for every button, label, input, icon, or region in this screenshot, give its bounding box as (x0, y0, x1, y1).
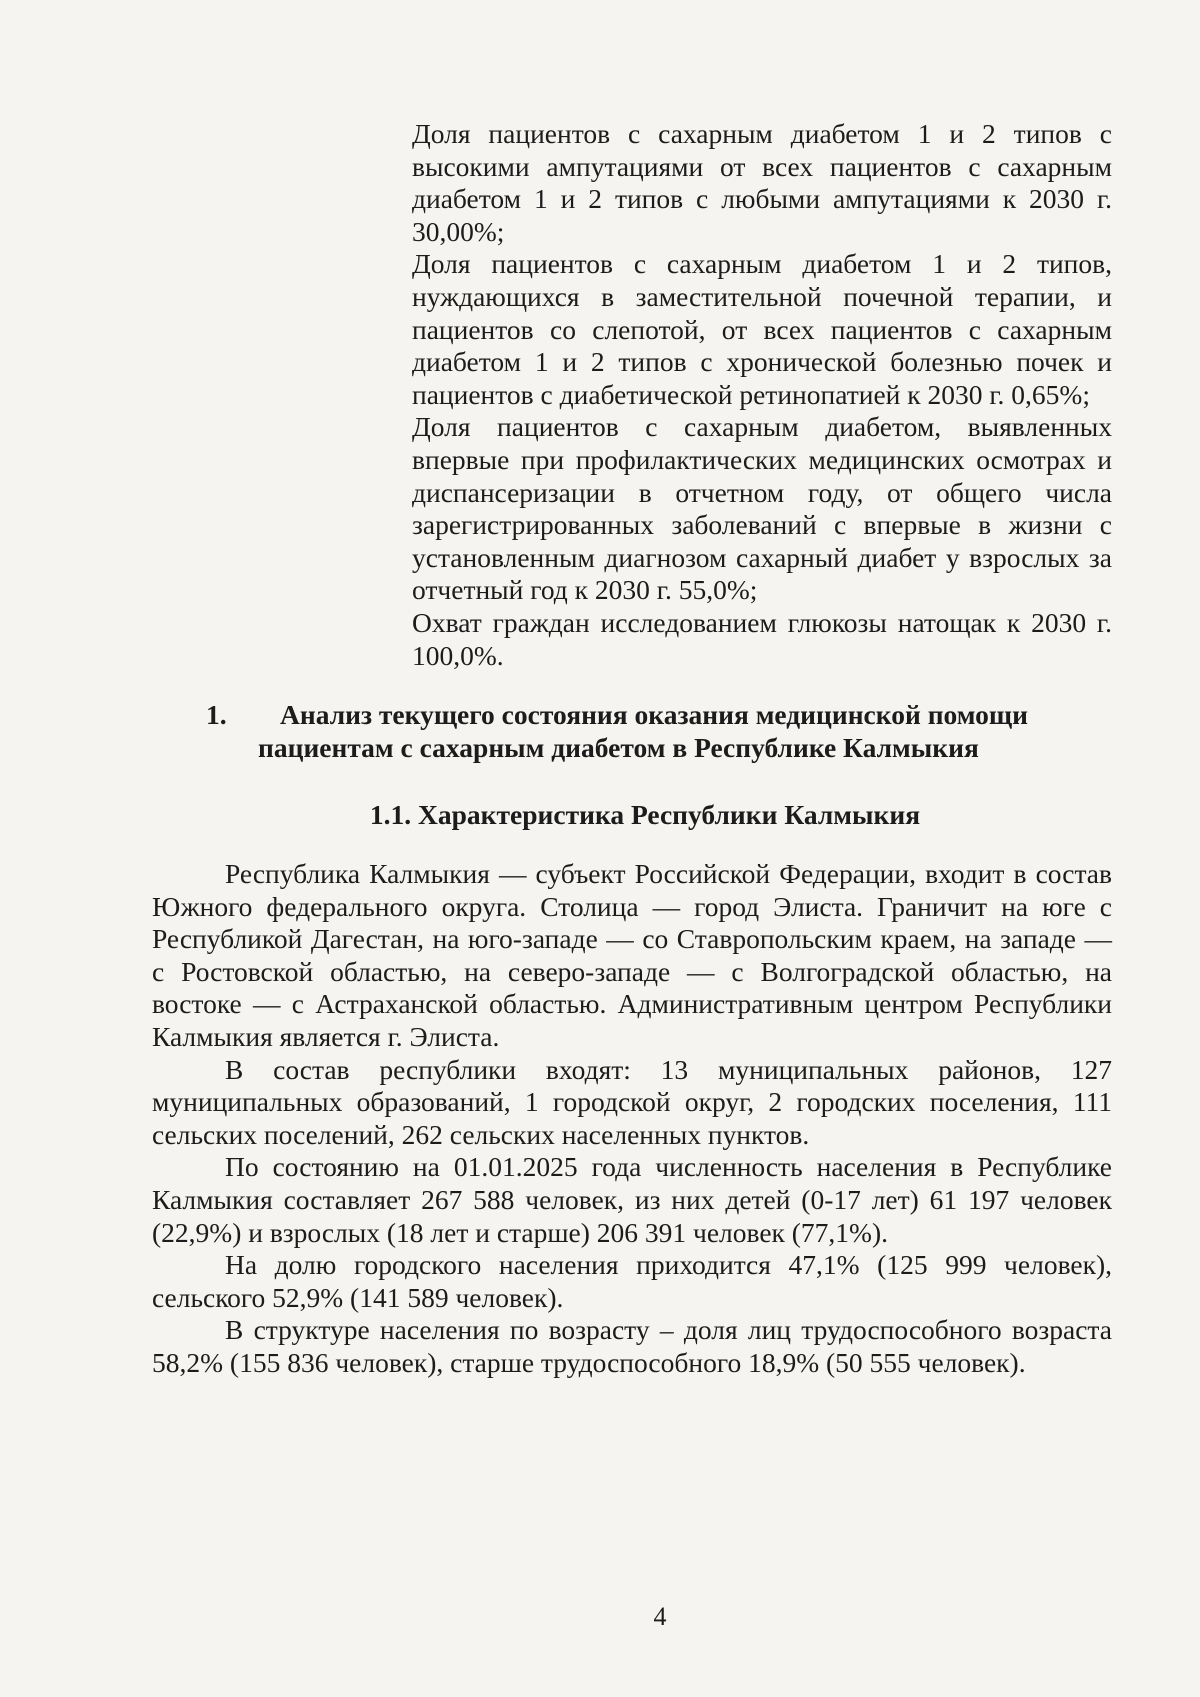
target-indicators-list (412, 118, 1112, 672)
body-text (152, 858, 1112, 1380)
paragraph: В состав республики входят: 13 муниципальных районов, 127 муниципальных образований, 1 городской округ, 2 городских поселения, 111 сельских поселений, 262 сельских населенных пунктов. (152, 1053, 1112, 1150)
section-number: 1. (206, 699, 227, 730)
indicator-item: Доля пациентов с сахарным диабетом 1 и 2 типов, нуждающихся в заместительной почечной терапии, и пациентов со слепотой, от всех пациентов с сахарным диабетом 1 и 2 типов с хронической болезнью почек и пациентов с диабетической ретинопатией к 2030 г. 0,65%; (412, 248, 1112, 410)
paragraph: В структуре населения по возрасту – доля лиц трудоспособного возраста 58,2% (155 836 человек), старше трудоспособного 18,9% (50 555 человек). (152, 1314, 1112, 1378)
indicator-item: Доля пациентов с сахарным диабетом 1 и 2 типов с высокими ампутациями от всех пациентов с сахарным диабетом 1 и 2 типов с любыми ампутациями к 2030 г. 30,00%; (412, 118, 1112, 247)
paragraph: На долю городского населения приходится 47,1% (125 999 человек), сельского 52,9% (141 589 человек). (152, 1249, 1112, 1313)
paragraph: По состоянию на 01.01.2025 года численность населения в Республике Калмыкия составляет 267 588 человек, из них детей (0-17 лет) 61 197 человек (22,9%) и взрослых (18 лет и старше) 206 391 человек (77,1%). (152, 1151, 1112, 1248)
indicator-item: Охват граждан исследованием глюкозы натощак к 2030 г. 100,0%. (412, 606, 1112, 671)
section-title-line2: пациентам с сахарным диабетом в Республике Калмыкия (258, 732, 979, 763)
subsection-heading: 1.1. Характеристика Республики Калмыкия (369, 799, 921, 830)
paragraph: Республика Калмыкия — субъект Российской Федерации, входит в состав Южного федерального округа. Столица — город Элиста. Граничит на юге с Республикой Дагестан, на юго-западе — со Ставропольским краем, на западе — с Ростовской областью, на северо-западе — с Волгоградской областью, на востоке — с Астраханской областью. Административным центром Республики Калмыкия является г. Элиста. (152, 858, 1112, 1052)
page-number: 4 (653, 1602, 667, 1631)
section-title-line1: Анализ текущего состояния оказания медицинской помощи (280, 699, 1028, 730)
indicator-item: Доля пациентов с сахарным диабетом, выявленных впервые при профилактических медицинских осмотрах и диспансеризации в отчетном году, от общего числа зарегистрированных заболеваний с впервые в жизни с установленным диагнозом сахарный диабет у взрослых за отчетный год к 2030 г. 55,0%; (412, 411, 1112, 606)
